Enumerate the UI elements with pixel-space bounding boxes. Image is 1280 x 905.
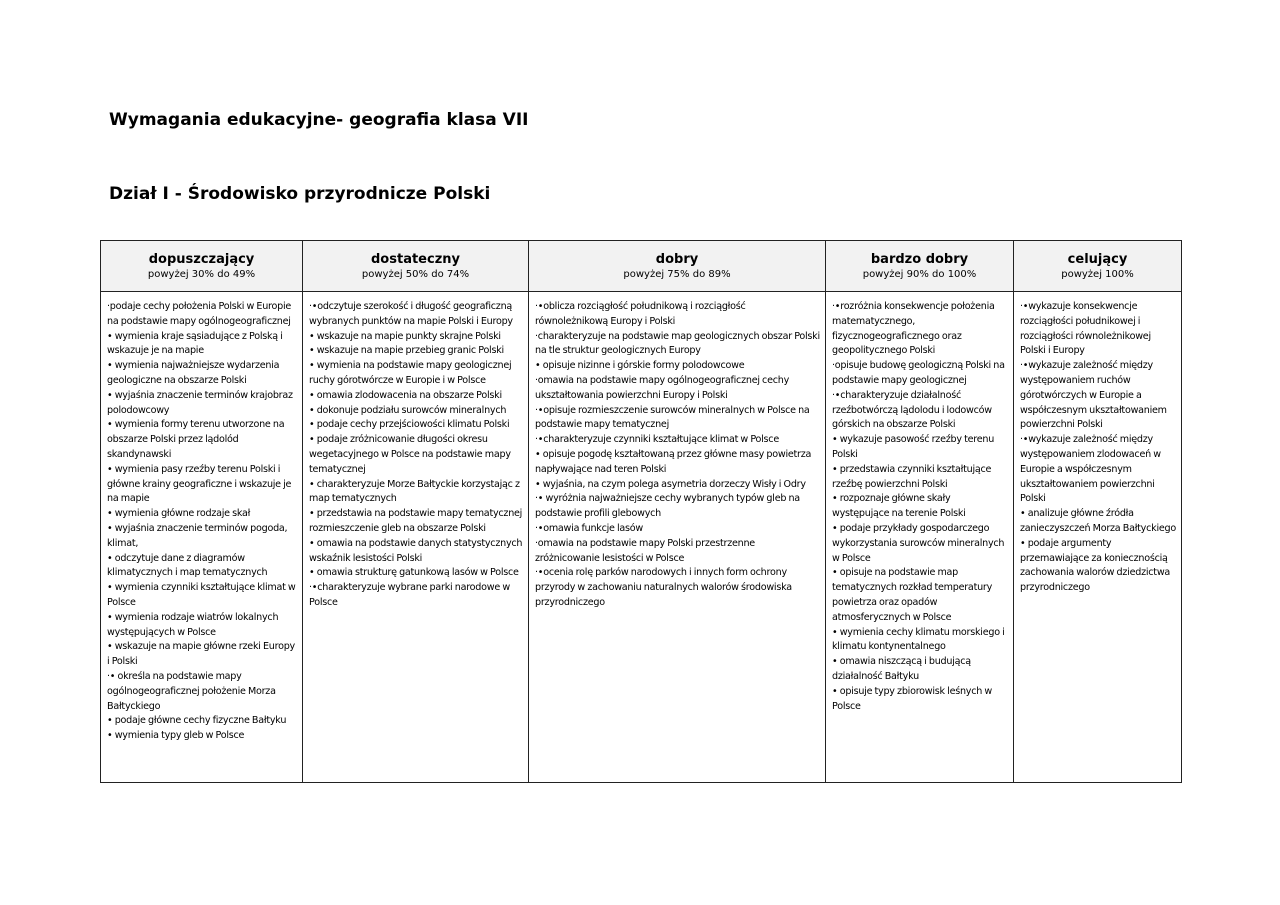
requirements-cell (529, 292, 826, 783)
requirement-item: ·•opisuje rozmieszczenie surowców mineralnych w Polsce na podstawie mapy tematycznej (535, 404, 810, 431)
requirement-item: • przedstawia na podstawie mapy tematycznej rozmieszczenie gleb na obszarze Polski (309, 508, 523, 534)
requirement-item: • wymienia kraje sąsiadujące z Polską i wskazuje je na mapie (107, 330, 283, 357)
grade-range: powyżej 75% do 89% (623, 268, 731, 280)
requirement-item: ·•ocenia rolę parków narodowych i innych form ochrony przyrody w zachowaniu naturalnych walorów środowiska przyrodniczego (535, 567, 792, 608)
grade-range: powyżej 30% do 49% (147, 268, 256, 280)
requirement-item: • opisuje pogodę kształtowaną przez główne masy powietrza napływające nad teren Polski (535, 448, 812, 475)
requirement-item: • wskazuje na mapie przebieg granic Polski (309, 345, 504, 357)
requirements-list (1020, 300, 1176, 596)
requirement-item: ·•wykazuje konsekwencje rozciągłości południkowej i rozciągłości równoleżnikowej Polski i Europy (1020, 301, 1151, 357)
grade-header (101, 241, 303, 292)
requirement-item: ·charakteryzuje na podstawie map geologicznych obszar Polski na tle struktur geologicznych Europy (535, 330, 820, 357)
requirement-item: • dokonuje podziału surowców mineralnych (309, 404, 507, 416)
requirements-list (309, 300, 523, 611)
requirement-item: ·•charakteryzuje czynniki kształtujące klimat w Polsce (535, 434, 779, 446)
grade-header (1014, 241, 1182, 292)
requirements-cell (101, 292, 303, 783)
requirement-item: ·podaje cechy położenia Polski w Europie na podstawie mapy ogólnogeograficznej (107, 301, 292, 327)
requirements-cell (303, 292, 529, 783)
requirement-item: • wykazuje pasowość rzeźby terenu Polski (832, 434, 995, 460)
requirement-item: • wyjaśnia znaczenie terminów pogoda, klimat, (107, 522, 288, 549)
requirement-item: ·omawia na podstawie mapy Polski przestrzenne zróżnicowanie lesistości w Polsce (535, 537, 755, 564)
grade-header (529, 241, 826, 292)
requirement-item: • wyjaśnia znaczenie terminów krajobraz polodowcowy (107, 389, 293, 416)
requirement-item: • wymienia czynniki kształtujące klimat w Polsce (107, 582, 296, 608)
grade-name: dopuszczający (148, 251, 255, 267)
section-title: Dział I - Środowisko przyrodnicze Polski (109, 184, 491, 204)
table-header-row (101, 241, 1182, 292)
requirement-item: ·•rozróżnia konsekwencje położenia matematycznego, fizycznogeograficznego oraz geopolitycznego Polski (832, 301, 995, 357)
requirement-item: • omawia na podstawie danych statystycznych wskaźnik lesistości Polski (309, 537, 523, 564)
grade-name: dostateczny (371, 251, 460, 267)
requirement-item: ·•charakteryzuje działalność rzeźbotwórczą lądolodu i lodowców górskich na obszarze Polski (832, 389, 992, 431)
requirement-item: ·opisuje budowę geologiczną Polski na podstawie mapy geologicznej (832, 360, 1005, 386)
requirement-item: • wymienia główne rodzaje skał (107, 508, 251, 520)
grade-name: celujący (1067, 251, 1128, 267)
requirement-item: • analizuje główne źródła zanieczyszczeń Morza Bałtyckiego (1020, 508, 1176, 534)
requirement-item: ·•omawia funkcje lasów (535, 522, 643, 534)
requirement-item: • podaje główne cechy fizyczne Bałtyku (107, 715, 287, 727)
table-body-row (101, 292, 1182, 783)
requirements-list (535, 300, 820, 611)
requirement-item: ·•odczytuje szerokość i długość geograficzną wybranych punktów na mapie Polski i Europy (309, 301, 513, 327)
requirements-cell (1014, 292, 1182, 783)
grade-range: powyżej 90% do 100% (862, 268, 977, 280)
grade-range: powyżej 100% (1061, 268, 1134, 280)
requirement-item: • wyjaśnia, na czym polega asymetria dorzeczy Wisły i Odry (535, 478, 806, 490)
requirement-item: • wskazuje na mapie punkty skrajne Polski (309, 330, 501, 342)
document-title: Wymagania edukacyjne- geografia klasa VII (109, 110, 529, 130)
grade-name: bardzo dobry (870, 251, 969, 267)
requirement-item: ·•wykazuje zależność między występowaniem zlodowaceń w Europie a współczesnym ukształtowaniem powierzchni Polski (1020, 434, 1161, 505)
requirement-item: ·• określa na podstawie mapy ogólnogeograficznej położenie Morza Bałtyckiego (107, 670, 276, 712)
requirement-item: • opisuje nizinne i górskie formy polodowcowe (535, 360, 745, 372)
requirements-table (100, 240, 1182, 783)
requirement-item: • wymienia pasy rzeźby terenu Polski i główne krainy geograficzne i wskazuje je na mapie (107, 463, 292, 505)
requirement-item: • przedstawia czynniki kształtujące rzeźbę powierzchni Polski (832, 463, 992, 490)
grade-header (826, 241, 1014, 292)
requirement-item: • rozpoznaje główne skały występujące na terenie Polski (832, 493, 966, 520)
requirement-item: • opisuje na podstawie map tematycznych rozkład temperatury powietrza oraz opadów atmosferycznych w Polsce (832, 567, 993, 623)
requirement-item: • wymienia rodzaje wiatrów lokalnych występujących w Polsce (107, 611, 279, 638)
requirements-list (832, 300, 1008, 714)
grade-name: dobry (655, 251, 699, 267)
requirement-item: ·•wykazuje zależność między występowaniem ruchów górotwórczych w Europie a współczesnym ukształtowaniem powierzchni Polski (1020, 360, 1167, 431)
requirement-item: • podaje przykłady gospodarczego wykorzystania surowców mineralnych w Polsce (832, 522, 1005, 564)
grade-range: powyżej 50% do 74% (361, 268, 470, 280)
requirement-item: • wymienia na podstawie mapy geologicznej ruchy górotwórcze w Europie i w Polsce (309, 360, 512, 386)
requirement-item: • charakteryzuje Morze Bałtyckie korzystając z map tematycznych (309, 478, 520, 505)
requirement-item: ·•oblicza rozciągłość południkową i rozciągłość równoleżnikową Europy i Polski (535, 301, 746, 327)
requirement-item: • opisuje typy zbiorowisk leśnych w Polsce (832, 685, 992, 712)
requirements-list (107, 300, 297, 744)
requirement-item: • omawia zlodowacenia na obszarze Polski (309, 389, 502, 401)
requirement-item: • podaje zróżnicowanie długości okresu wegetacyjnego w Polsce na podstawie mapy tematycznej (309, 434, 511, 475)
grade-header (303, 241, 529, 292)
requirement-item: • wymienia cechy klimatu morskiego i klimatu kontynentalnego (832, 626, 1005, 653)
requirement-item: ·omawia na podstawie mapy ogólnogeograficznej cechy ukształtowania powierzchni Europy i Polski (535, 374, 790, 401)
requirement-item: • podaje cechy przejściowości klimatu Polski (309, 419, 510, 431)
requirement-item: • omawia niszczącą i budującą działalność Bałtyku (832, 656, 971, 682)
requirement-item: • wymienia typy gleb w Polsce (107, 730, 245, 742)
requirement-item: • wymienia najważniejsze wydarzenia geologiczne na obszarze Polski (107, 360, 280, 386)
requirement-item: • odczytuje dane z diagramów klimatycznych i map tematycznych (107, 552, 268, 579)
requirement-item: ·•charakteryzuje wybrane parki narodowe w Polsce (309, 582, 510, 608)
requirement-item: • podaje argumenty przemawiające za koniecznością zachowania walorów dziedzictwa przyrodniczego (1020, 537, 1171, 594)
requirements-cell (826, 292, 1014, 783)
requirement-item: ·• wyróżnia najważniejsze cechy wybranych typów gleb na podstawie profili glebowych (535, 493, 800, 520)
requirement-item: • wskazuje na mapie główne rzeki Europy i Polski (107, 641, 295, 668)
requirement-item: • omawia strukturę gatunkową lasów w Polsce (309, 567, 519, 579)
requirement-item: • wymienia formy terenu utworzone na obszarze Polski przez lądolód skandynawski (107, 419, 285, 460)
